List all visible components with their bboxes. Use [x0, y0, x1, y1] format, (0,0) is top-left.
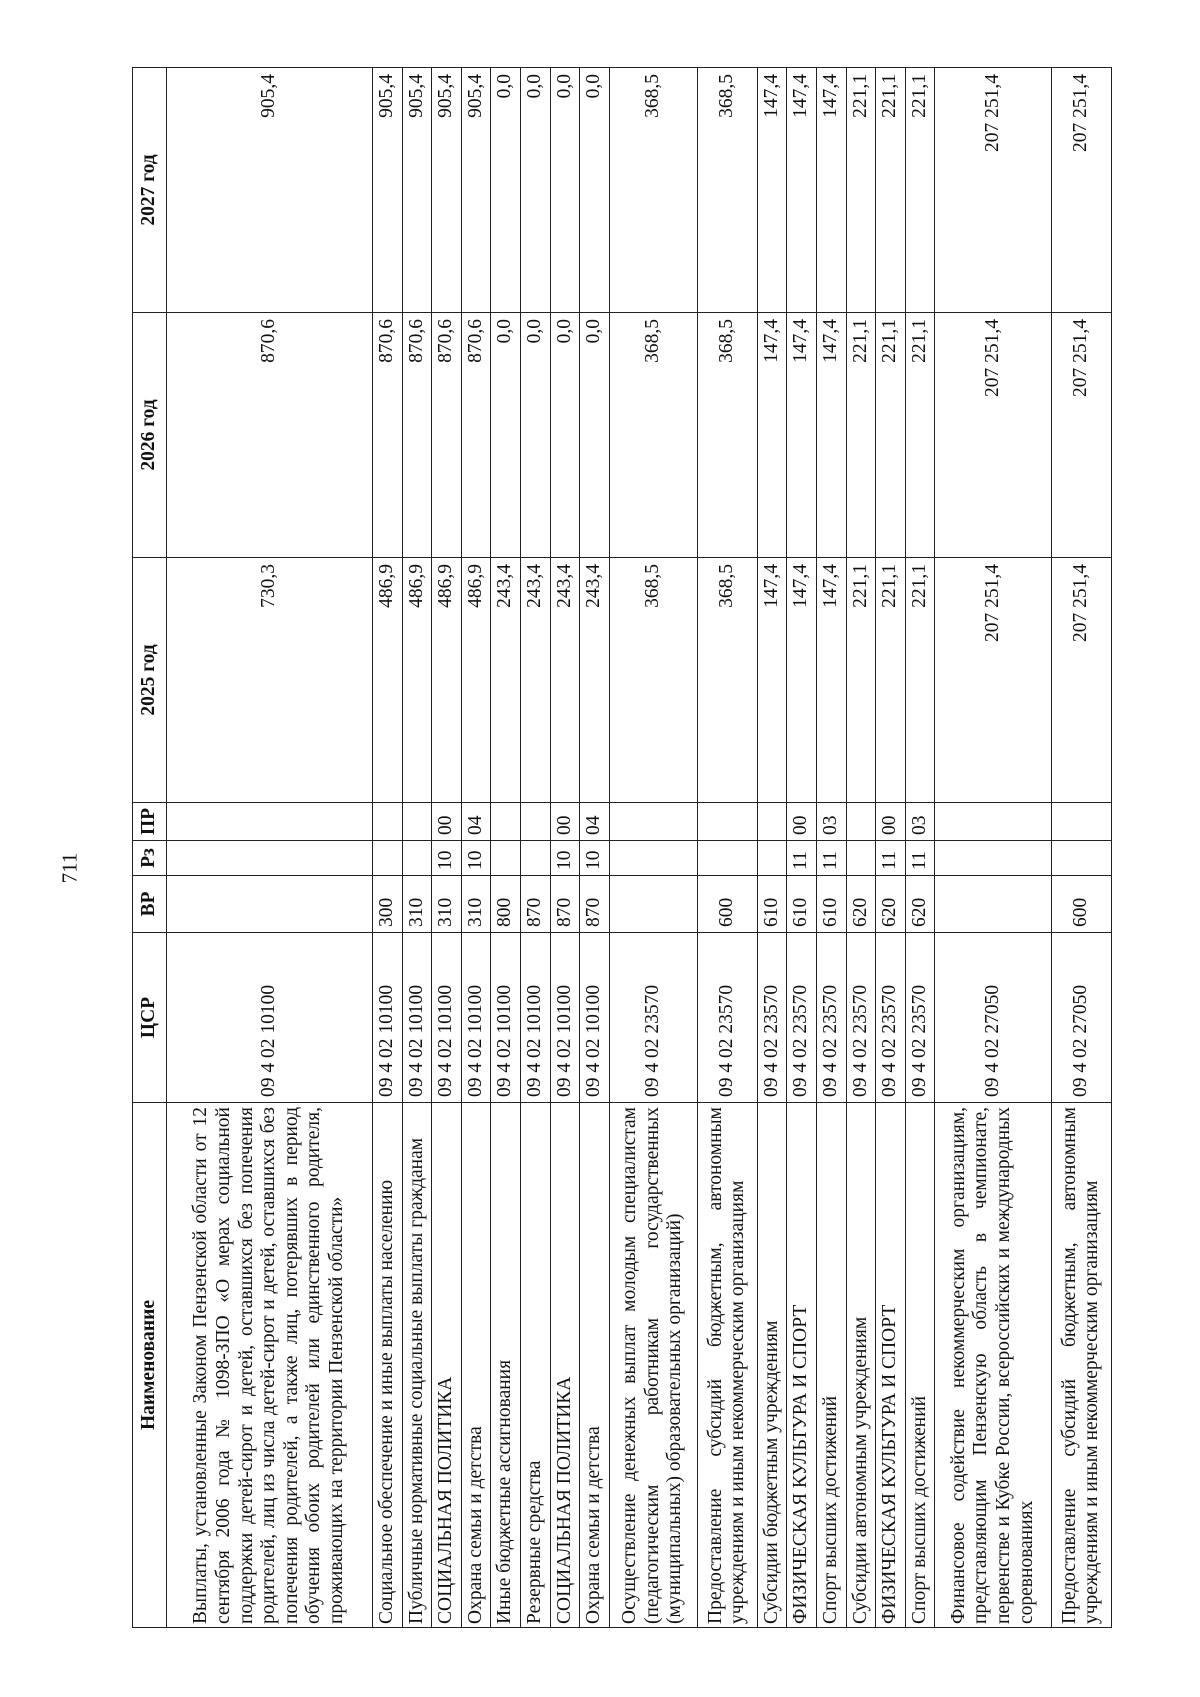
table-row	[491, 68, 521, 1628]
table-row	[905, 68, 935, 1628]
table-header-row	[133, 68, 167, 1628]
row-vr: 620	[846, 876, 876, 933]
row-vr: 310	[461, 876, 491, 933]
row-pr	[167, 803, 373, 841]
row-2027: 207 251,4	[935, 68, 1051, 313]
row-csr: 09 4 02 10100	[521, 933, 551, 1103]
row-2025: 147,4	[787, 558, 817, 803]
row-csr: 09 4 02 23570	[876, 933, 906, 1103]
row-2027: 905,4	[432, 68, 462, 313]
page-number: 711	[57, 852, 82, 884]
row-pr: 03	[817, 803, 847, 841]
row-2027: 147,4	[757, 68, 787, 313]
row-rz	[402, 841, 432, 876]
row-2026: 0,0	[491, 313, 521, 558]
row-rz: 10	[432, 841, 462, 876]
row-rz: 11	[905, 841, 935, 876]
row-rz: 10	[461, 841, 491, 876]
header-name: Наименование	[133, 1103, 167, 1628]
row-name: Субсидии бюджетным учреждениям	[757, 1103, 787, 1628]
row-pr	[609, 803, 697, 841]
row-name: Охрана семьи и детства	[580, 1103, 610, 1628]
row-name: Резервные средства	[521, 1103, 551, 1628]
row-csr: 09 4 02 23570	[697, 933, 757, 1103]
row-name: Иные бюджетные ассигнования	[491, 1103, 521, 1628]
row-vr: 300	[373, 876, 403, 933]
row-rz	[491, 841, 521, 876]
row-2025: 147,4	[757, 558, 787, 803]
row-name: Финансовое содействие некоммерческим организациям, представляющим Пензенскую область в чемпионате, первенстве и Кубке России, всероссийских и международных соревнованиях	[935, 1103, 1051, 1628]
row-pr: 04	[580, 803, 610, 841]
row-pr	[935, 803, 1051, 841]
row-csr: 09 4 02 10100	[432, 933, 462, 1103]
row-name: Спорт высших достижений	[905, 1103, 935, 1628]
row-vr: 870	[521, 876, 551, 933]
row-csr: 09 4 02 27050	[935, 933, 1051, 1103]
table-body	[167, 68, 1112, 1628]
row-2026: 870,6	[167, 313, 373, 558]
header-vr: ВР	[133, 876, 167, 933]
row-2026: 0,0	[550, 313, 580, 558]
row-2026: 221,1	[876, 313, 906, 558]
row-2026: 147,4	[817, 313, 847, 558]
row-name: Публичные нормативные социальные выплаты гражданам	[402, 1103, 432, 1628]
row-pr: 00	[550, 803, 580, 841]
row-vr	[935, 876, 1051, 933]
row-2025: 486,9	[402, 558, 432, 803]
row-csr: 09 4 02 23570	[609, 933, 697, 1103]
row-csr: 09 4 02 23570	[846, 933, 876, 1103]
table-row	[609, 68, 697, 1628]
row-pr	[697, 803, 757, 841]
rotated-table-wrapper	[132, 68, 1112, 1628]
row-rz: 11	[876, 841, 906, 876]
table-row	[550, 68, 580, 1628]
row-pr	[373, 803, 403, 841]
row-2025: 147,4	[817, 558, 847, 803]
row-2027: 221,1	[905, 68, 935, 313]
row-pr	[846, 803, 876, 841]
row-pr: 03	[905, 803, 935, 841]
header-pr: ПР	[133, 803, 167, 841]
row-rz	[757, 841, 787, 876]
header-rz: Рз	[133, 841, 167, 876]
row-csr: 09 4 02 10100	[373, 933, 403, 1103]
row-2026: 870,6	[432, 313, 462, 558]
row-pr: 00	[432, 803, 462, 841]
table-row	[580, 68, 610, 1628]
row-2025: 207 251,4	[935, 558, 1051, 803]
row-vr	[609, 876, 697, 933]
row-name: Предоставление субсидий бюджетным, автономным учреждениям и иным некоммерческим организациям	[1051, 1103, 1111, 1628]
row-2027: 0,0	[580, 68, 610, 313]
row-csr: 09 4 02 10100	[580, 933, 610, 1103]
table-row	[167, 68, 373, 1628]
table-row	[1051, 68, 1111, 1628]
row-2025: 368,5	[697, 558, 757, 803]
row-2025: 486,9	[461, 558, 491, 803]
table-row	[846, 68, 876, 1628]
row-2025: 221,1	[876, 558, 906, 803]
row-2027: 147,4	[817, 68, 847, 313]
row-name: Спорт высших достижений	[817, 1103, 847, 1628]
row-name: Субсидии автономным учреждениям	[846, 1103, 876, 1628]
row-rz	[697, 841, 757, 876]
row-2026: 368,5	[697, 313, 757, 558]
row-name: ФИЗИЧЕСКАЯ КУЛЬТУРА И СПОРТ	[876, 1103, 906, 1628]
row-name: Осуществление денежных выплат молодым специалистам (педагогическим работникам государственных (муниципальных) образовательных организаций)	[609, 1103, 697, 1628]
row-rz: 11	[817, 841, 847, 876]
row-2027: 905,4	[402, 68, 432, 313]
row-2026: 0,0	[580, 313, 610, 558]
table-row	[432, 68, 462, 1628]
table-row	[373, 68, 403, 1628]
row-vr: 600	[697, 876, 757, 933]
row-2026: 870,6	[373, 313, 403, 558]
row-rz	[167, 841, 373, 876]
table-row	[817, 68, 847, 1628]
row-2025: 243,4	[580, 558, 610, 803]
row-2025: 221,1	[905, 558, 935, 803]
row-2026: 147,4	[757, 313, 787, 558]
row-csr: 09 4 02 23570	[817, 933, 847, 1103]
row-vr: 610	[757, 876, 787, 933]
row-2026: 870,6	[461, 313, 491, 558]
row-2026: 0,0	[521, 313, 551, 558]
row-rz	[373, 841, 403, 876]
row-2026: 221,1	[846, 313, 876, 558]
row-name: Предоставление субсидий бюджетным, автономным учреждениям и иным некоммерческим организациям	[697, 1103, 757, 1628]
header-2027: 2027 год	[133, 68, 167, 313]
row-csr: 09 4 02 10100	[491, 933, 521, 1103]
row-csr: 09 4 02 10100	[461, 933, 491, 1103]
row-name: СОЦИАЛЬНАЯ ПОЛИТИКА	[432, 1103, 462, 1628]
row-2027: 905,4	[167, 68, 373, 313]
row-vr: 600	[1051, 876, 1111, 933]
row-rz	[935, 841, 1051, 876]
row-vr: 610	[787, 876, 817, 933]
row-pr	[1051, 803, 1111, 841]
row-pr: 00	[787, 803, 817, 841]
row-2027: 0,0	[521, 68, 551, 313]
row-vr	[167, 876, 373, 933]
row-rz	[846, 841, 876, 876]
row-2025: 243,4	[521, 558, 551, 803]
row-pr	[521, 803, 551, 841]
table-row	[876, 68, 906, 1628]
row-vr: 310	[402, 876, 432, 933]
row-2027: 368,5	[697, 68, 757, 313]
row-rz	[1051, 841, 1111, 876]
row-2027: 147,4	[787, 68, 817, 313]
row-csr: 09 4 02 23570	[787, 933, 817, 1103]
row-2025: 243,4	[550, 558, 580, 803]
row-2026: 221,1	[905, 313, 935, 558]
row-vr: 610	[817, 876, 847, 933]
row-2027: 368,5	[609, 68, 697, 313]
header-2025: 2025 год	[133, 558, 167, 803]
row-2026: 870,6	[402, 313, 432, 558]
row-name: Охрана семьи и детства	[461, 1103, 491, 1628]
row-pr: 04	[461, 803, 491, 841]
table-row	[402, 68, 432, 1628]
row-rz: 10	[550, 841, 580, 876]
row-2025: 486,9	[432, 558, 462, 803]
row-rz	[609, 841, 697, 876]
row-rz	[521, 841, 551, 876]
table-row	[935, 68, 1051, 1628]
row-2026: 147,4	[787, 313, 817, 558]
row-csr: 09 4 02 10100	[402, 933, 432, 1103]
row-2027: 221,1	[876, 68, 906, 313]
row-vr: 310	[432, 876, 462, 933]
row-2025: 486,9	[373, 558, 403, 803]
row-rz: 10	[580, 841, 610, 876]
row-name: СОЦИАЛЬНАЯ ПОЛИТИКА	[550, 1103, 580, 1628]
row-pr: 00	[876, 803, 906, 841]
row-vr: 800	[491, 876, 521, 933]
row-2025: 221,1	[846, 558, 876, 803]
budget-table	[132, 67, 1112, 1628]
row-2026: 368,5	[609, 313, 697, 558]
header-csr: ЦСР	[133, 933, 167, 1103]
row-csr: 09 4 02 27050	[1051, 933, 1111, 1103]
row-vr: 870	[550, 876, 580, 933]
table-row	[521, 68, 551, 1628]
row-name: Социальное обеспечение и иные выплаты населению	[373, 1103, 403, 1628]
row-vr: 870	[580, 876, 610, 933]
header-2026: 2026 год	[133, 313, 167, 558]
row-csr: 09 4 02 10100	[167, 933, 373, 1103]
row-2025: 730,3	[167, 558, 373, 803]
row-csr: 09 4 02 23570	[757, 933, 787, 1103]
row-2027: 905,4	[373, 68, 403, 313]
row-2027: 905,4	[461, 68, 491, 313]
table-row	[697, 68, 757, 1628]
row-rz: 11	[787, 841, 817, 876]
table-row	[757, 68, 787, 1628]
row-2025: 368,5	[609, 558, 697, 803]
row-2025: 243,4	[491, 558, 521, 803]
row-name: Выплаты, установленные Законом Пензенской области от 12 сентября 2006 года № 1098-ЗПО «О мерах социальной поддержки детей-сирот и детей, оставшихся без попечения родителей, лиц из числа детей-сирот и детей, оставшихся без попечения родителей, а также лиц, потерявших в период обучения обоих родителей или единственного родителя, проживающих на территории Пензенской области»	[167, 1103, 373, 1628]
row-name: ФИЗИЧЕСКАЯ КУЛЬТУРА И СПОРТ	[787, 1103, 817, 1628]
row-pr	[491, 803, 521, 841]
row-pr	[402, 803, 432, 841]
row-2025: 207 251,4	[1051, 558, 1111, 803]
row-2027: 221,1	[846, 68, 876, 313]
table-row	[787, 68, 817, 1628]
row-csr: 09 4 02 23570	[905, 933, 935, 1103]
row-2027: 0,0	[491, 68, 521, 313]
row-csr: 09 4 02 10100	[550, 933, 580, 1103]
row-pr	[757, 803, 787, 841]
row-vr: 620	[876, 876, 906, 933]
row-vr: 620	[905, 876, 935, 933]
row-2027: 0,0	[550, 68, 580, 313]
table-row	[461, 68, 491, 1628]
row-2027: 207 251,4	[1051, 68, 1111, 313]
row-2026: 207 251,4	[1051, 313, 1111, 558]
row-2026: 207 251,4	[935, 313, 1051, 558]
